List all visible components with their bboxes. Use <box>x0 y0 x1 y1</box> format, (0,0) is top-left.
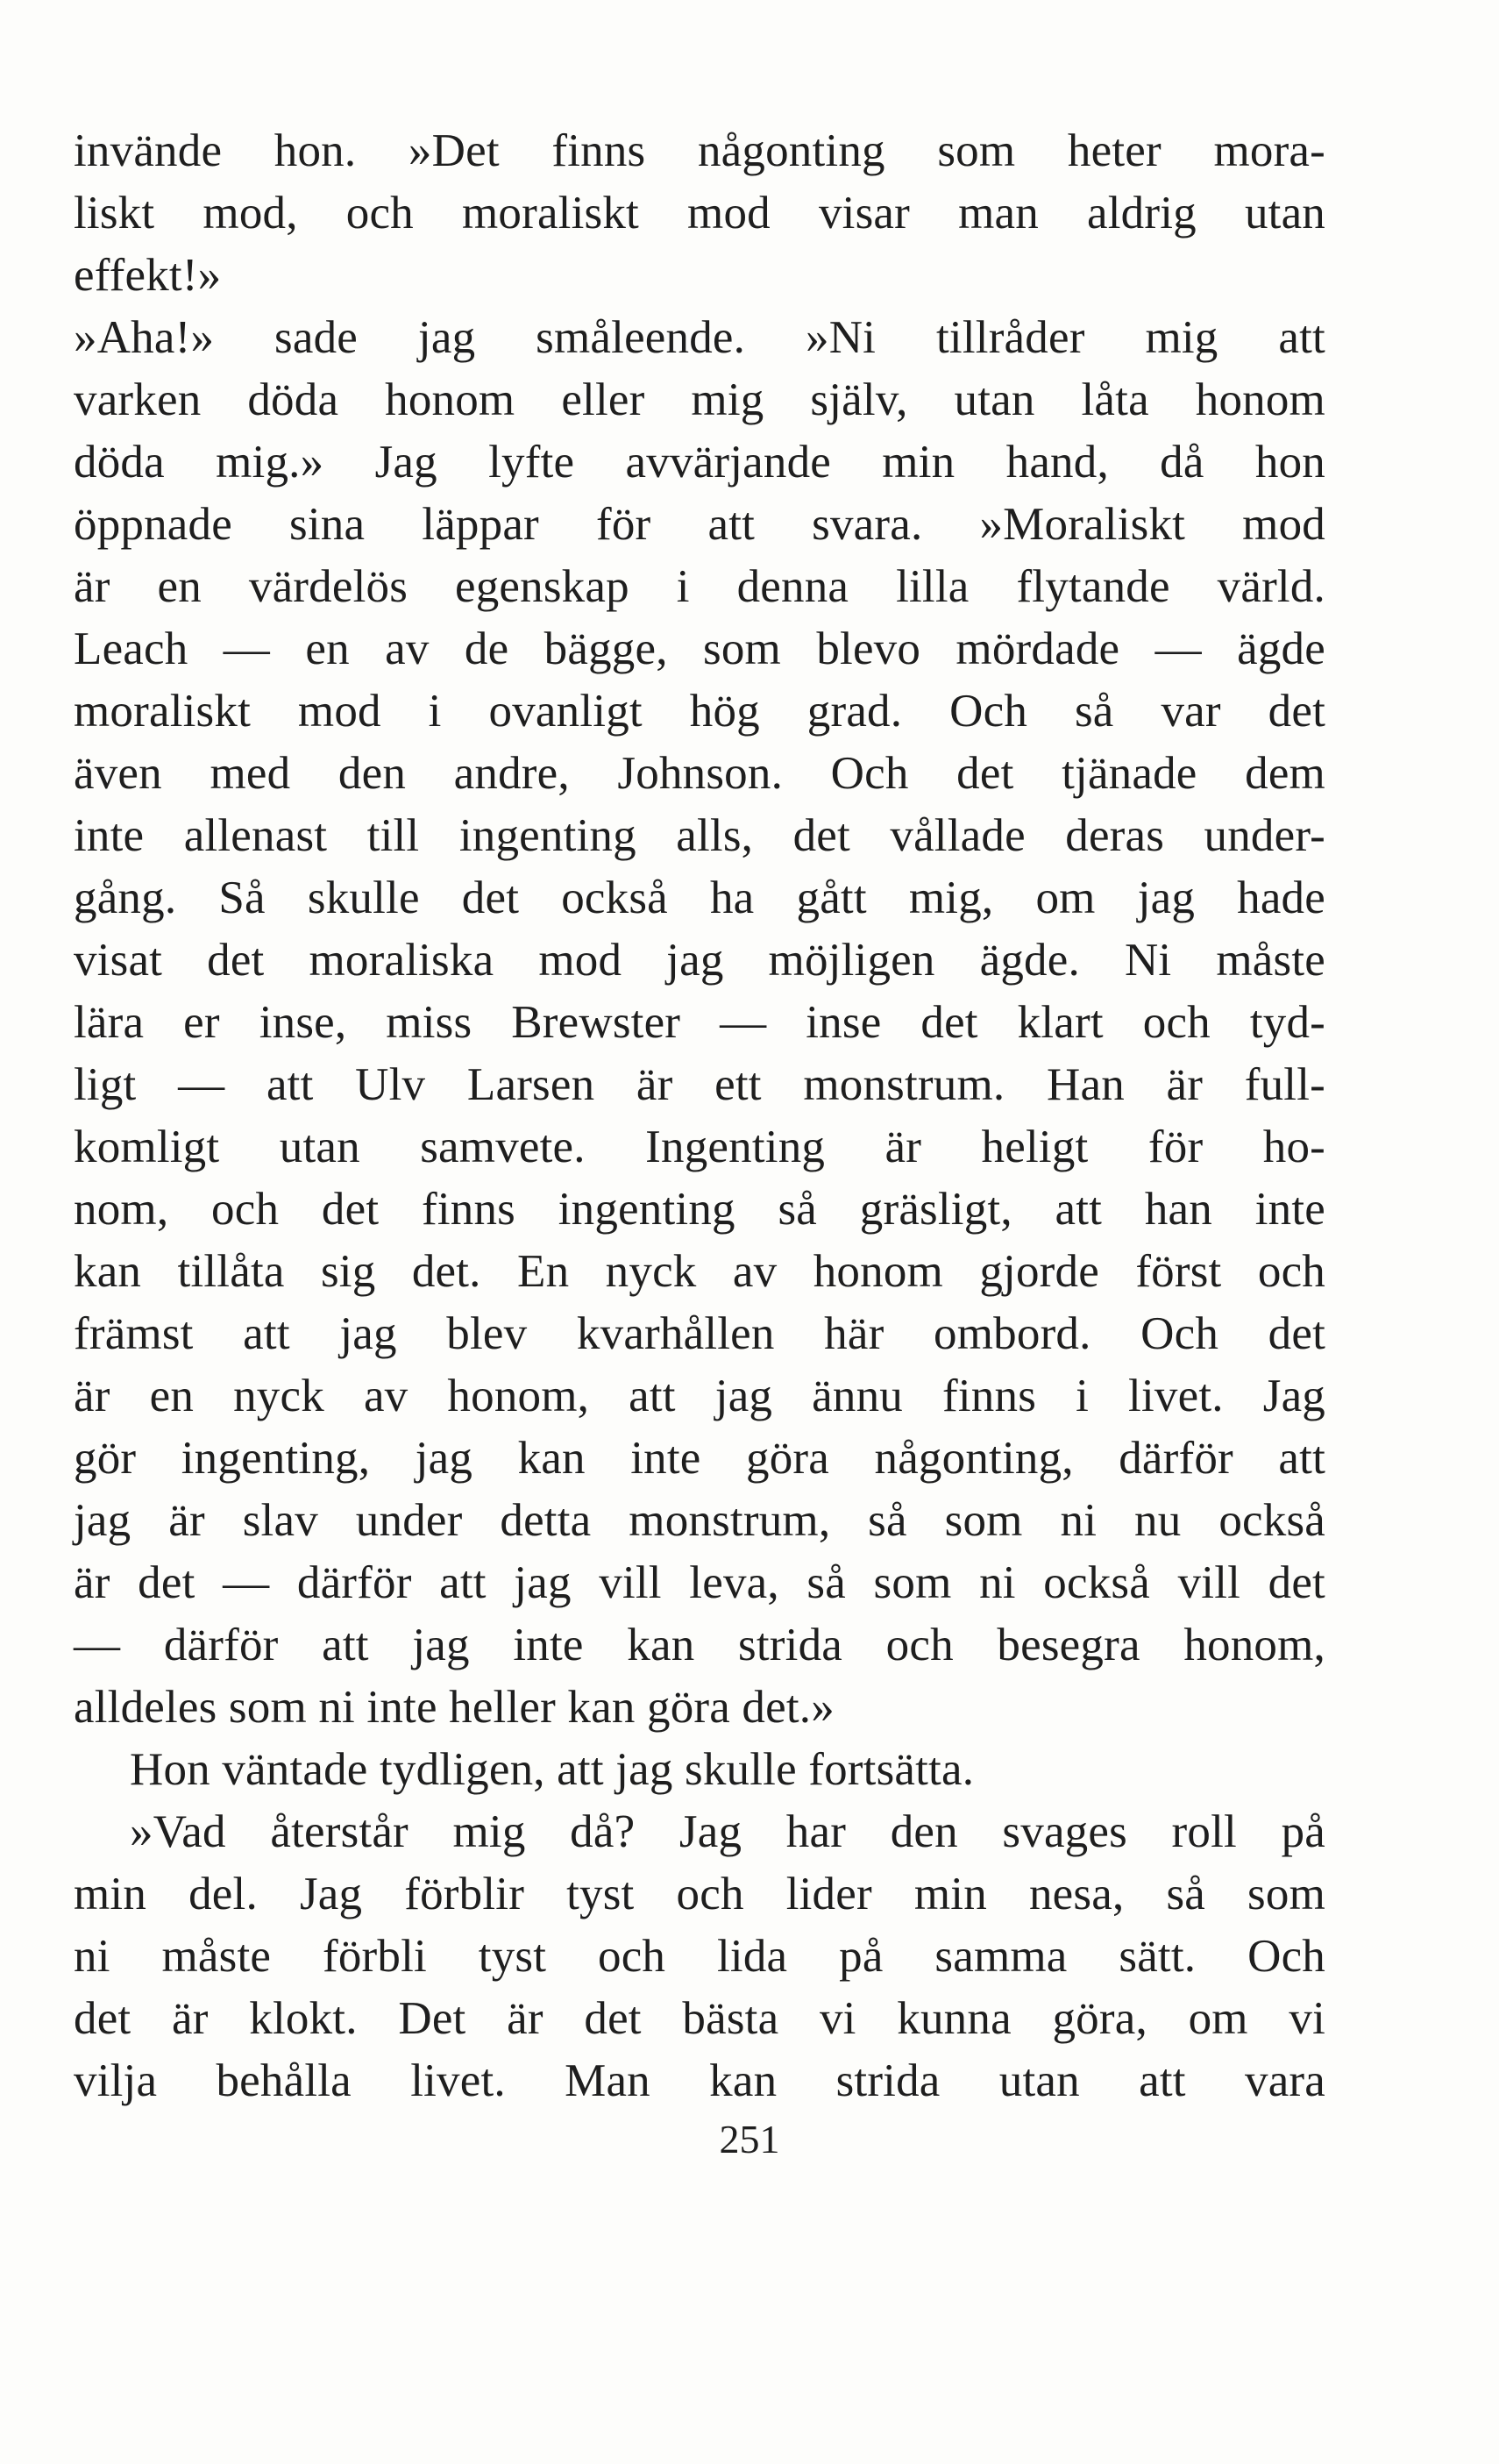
text-line: inte allenast till ingenting alls, det vållade deras under- <box>74 810 1325 861</box>
text-line: öppnade sina läppar för att svara. »Moraliskt mod <box>74 499 1325 550</box>
text-line: gång. Så skulle det också ha gått mig, om jag hade <box>74 872 1325 923</box>
text-line: främst att jag blev kvarhållen här ombord. Och det <box>74 1308 1325 1359</box>
text-line: är det — därför att jag vill leva, så som ni också vill det <box>74 1557 1325 1608</box>
text-line: Leach — en av de bägge, som blevo mördade — ägde <box>74 623 1325 674</box>
text-line: jag är slav under detta monstrum, så som ni nu också <box>74 1495 1325 1546</box>
page-number: 251 <box>719 2117 780 2161</box>
text-line: ligt — att Ulv Larsen är ett monstrum. Han är full- <box>74 1059 1325 1110</box>
text-line: komligt utan samvete. Ingenting är heligt för ho- <box>74 1122 1325 1172</box>
text-line: »Aha!» sade jag småleende. »Ni tillråder mig att <box>74 312 1325 363</box>
text-line: även med den andre, Johnson. Och det tjänade dem <box>74 748 1325 799</box>
text-line: döda mig.» Jag lyfte avvärjande min hand, då hon <box>74 437 1325 488</box>
text-line: alldeles som ni inte heller kan göra det.» <box>74 1682 835 1733</box>
text-line: är en värdelös egenskap i denna lilla flytande värld. <box>74 561 1325 612</box>
text-line: visat det moraliska mod jag möjligen ägde. Ni måste <box>74 935 1325 986</box>
text-line: — därför att jag inte kan strida och besegra honom, <box>74 1620 1325 1670</box>
text-line: moraliskt mod i ovanligt hög grad. Och så var det <box>74 686 1325 737</box>
text-line: varken döda honom eller mig själv, utan låta honom <box>74 374 1325 425</box>
text-line: ni måste förbli tyst och lida på samma sätt. Och <box>74 1931 1325 1982</box>
text-line: »Vad återstår mig då? Jag har den svages roll på <box>130 1806 1325 1857</box>
text-line: effekt!» <box>74 250 222 301</box>
text-line: liskt mod, och moraliskt mod visar man aldrig utan <box>74 188 1325 239</box>
text-line: är en nyck av honom, att jag ännu finns i livet. Jag <box>74 1371 1325 1421</box>
text-line: invände hon. »Det finns någonting som heter mora- <box>74 125 1325 176</box>
text-line: gör ingenting, jag kan inte göra någonting, därför att <box>74 1433 1325 1484</box>
text-line: vilja behålla livet. Man kan strida utan att vara <box>74 2055 1325 2106</box>
text-line: lära er inse, miss Brewster — inse det klart och tyd- <box>74 997 1325 1048</box>
text-line: kan tillåta sig det. En nyck av honom gjorde först och <box>74 1246 1325 1297</box>
text-line: Hon väntade tydligen, att jag skulle fortsätta. <box>130 1744 975 1795</box>
text-line: nom, och det finns ingenting så gräsligt, att han inte <box>74 1184 1325 1235</box>
text-line: min del. Jag förblir tyst och lider min nesa, så som <box>74 1869 1325 1919</box>
text-line: det är klokt. Det är det bästa vi kunna göra, om vi <box>74 1993 1325 2044</box>
